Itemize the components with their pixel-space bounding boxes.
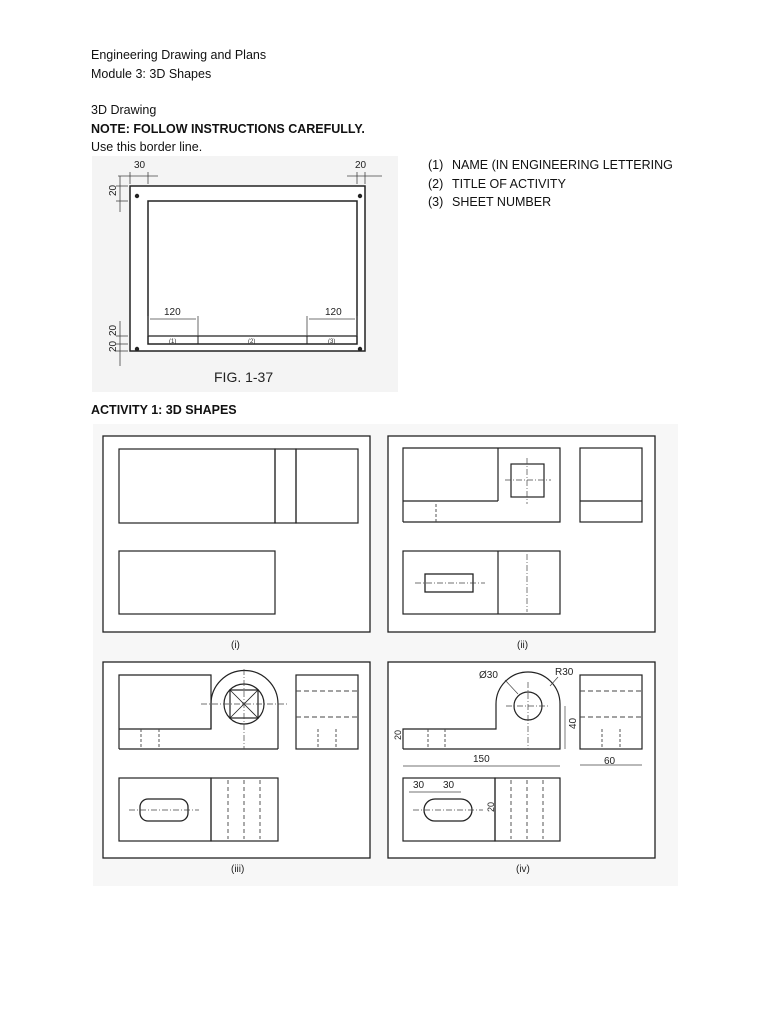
instruction-text: Use this border line.: [91, 140, 203, 154]
panel-iii: [103, 662, 370, 875]
module-title: Module 3: 3D Shapes: [91, 67, 212, 81]
dim-radius: R30: [555, 667, 574, 678]
panel-caption: (iii): [231, 864, 245, 875]
requirement-item: (2) TITLE OF ACTIVITY: [428, 176, 566, 191]
activity-figure: [93, 424, 678, 886]
panel-iv: [388, 662, 655, 875]
panel-caption: (i): [231, 640, 240, 651]
dim-left-margin: 30: [134, 160, 146, 171]
note-text: NOTE: FOLLOW INSTRUCTIONS CAREFULLY.: [91, 122, 365, 136]
course-title: Engineering Drawing and Plans: [91, 48, 267, 62]
dim-bottom-strip: 20: [108, 324, 119, 336]
section-heading: 3D Drawing: [91, 103, 157, 117]
panel-i: [103, 436, 370, 651]
title-cell-1: (1): [169, 339, 177, 345]
dim-slot-a: 30: [413, 780, 425, 791]
dim-side-width: 60: [604, 756, 616, 767]
dim-bottom-margin: 20: [108, 340, 119, 352]
border-figure: [92, 156, 398, 392]
dim-title-right: 120: [325, 307, 342, 318]
figure-caption: FIG. 1-37: [214, 369, 274, 385]
panel-caption: (iv): [516, 864, 530, 875]
dim-right-margin: 20: [355, 160, 367, 171]
title-cell-3: (3): [328, 339, 336, 345]
requirement-item: (1) NAME (IN ENGINEERING LETTERING: [428, 158, 673, 172]
requirements-list: [428, 156, 673, 212]
panel-ii: [388, 436, 655, 651]
dim-base-height: 20: [393, 729, 403, 740]
dim-slot-width: 20: [486, 801, 496, 812]
dim-height: 40: [568, 717, 579, 729]
dim-top-margin: 20: [108, 184, 119, 196]
title-cell-2: (2): [248, 339, 256, 345]
activity-title: ACTIVITY 1: 3D SHAPES: [91, 403, 237, 417]
dim-title-left: 120: [164, 307, 181, 318]
dim-hole-diameter: Ø30: [479, 670, 498, 681]
requirement-item: (3) SHEET NUMBER: [428, 195, 552, 209]
dim-slot-b: 30: [443, 780, 455, 791]
panel-caption: (ii): [517, 640, 529, 651]
dim-length: 150: [473, 754, 490, 765]
